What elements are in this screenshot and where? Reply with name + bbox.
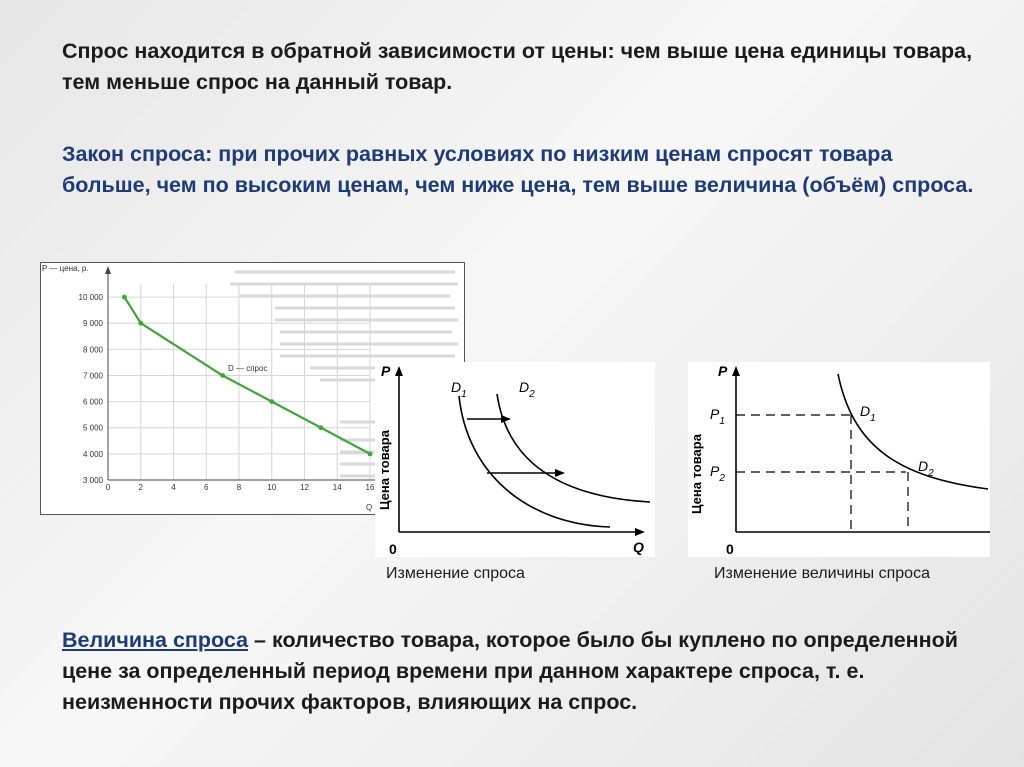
chart1-x-tick-label: 14 <box>332 483 342 492</box>
chart1-y-tick-label: 3 000 <box>82 476 103 485</box>
demand-law-paragraph: Закон спроса: при прочих равных условиях по низким ценам спросят товара больше, чем по высоким ценам, чем ниже цена, тем выше величина (объём) спроса. <box>62 142 974 197</box>
demand-shift-origin: 0 <box>389 541 397 557</box>
d2-label: $D_2$ <box>519 379 535 400</box>
chart1-y-tick-label: 9 000 <box>82 319 103 329</box>
quantity-change-origin: 0 <box>726 541 734 557</box>
quantity-change-diagram <box>688 362 990 557</box>
caption-demand-change: Изменение спроса <box>386 565 525 582</box>
chart1-data-point <box>269 399 274 404</box>
chart1-x-tick-label: 6 <box>204 483 209 492</box>
intro-paragraph: Спрос находится в обратной зависимости от цены: чем выше цена единицы товара, тем меньше спрос на данный товар. <box>62 39 973 94</box>
chart1-x-tick-label: 2 <box>138 483 143 492</box>
demand-shift-p-label: P <box>381 363 391 379</box>
definition-paragraph <box>62 625 982 718</box>
chart1-y-tick-label: 6 000 <box>82 397 103 407</box>
chart1-data-point <box>220 373 225 378</box>
quantity-change-price-title: Цена товара <box>689 434 704 514</box>
p2-label: $P_2$ <box>710 463 725 484</box>
chart1-series-label: D — спрос <box>228 364 268 373</box>
p1-label: $P_1$ <box>710 406 725 427</box>
d2-point-label: $D_2$ <box>918 458 934 479</box>
chart1-y-tick-label: 8 000 <box>82 345 103 355</box>
chart1-x-tick-label: 16 <box>365 483 375 492</box>
chart1-data-point <box>318 425 323 430</box>
chart1-y-tick-label: 5 000 <box>82 423 103 433</box>
chart1-y-tick-label: 7 000 <box>82 371 103 381</box>
demand-shift-panel <box>375 362 655 562</box>
definition-text: – количество товара, которое было бы куплено по определенной цене за определенный период времени при данном характере спроса, т. е. неизменности прочих факторов, влияющих на спрос. <box>62 628 958 714</box>
caption-quantity-change: Изменение величины спроса <box>714 565 930 582</box>
d1-label: $D_1$ <box>451 379 467 400</box>
chart1-y-tick-label: 10 000 <box>78 293 103 303</box>
chart1-data-point <box>368 451 373 456</box>
chart1-x-tick-label: 4 <box>171 483 176 492</box>
demand-shift-diagram <box>375 362 655 557</box>
quantity-change-panel <box>688 362 990 562</box>
chart1-y-axis-label: P — цена, р. <box>42 264 89 273</box>
chart1-data-point <box>122 295 127 300</box>
chart1-x-tick-label: 12 <box>300 483 309 492</box>
chart1-y-tick-label: 4 000 <box>82 449 103 459</box>
chart1-data-point <box>138 321 143 326</box>
definition-term: Величина спроса <box>62 628 249 652</box>
demand-shift-price-title: Цена товара <box>377 430 392 510</box>
quantity-change-p-label: P <box>718 363 728 379</box>
chart1-x-tick-label: 8 <box>236 483 242 492</box>
chart1-x-tick-label: 10 <box>267 483 277 492</box>
demand-shift-q-label: Q <box>633 539 644 555</box>
d1-point-label: $D_1$ <box>860 403 876 424</box>
chart1-x-tick-label: 0 <box>105 483 111 492</box>
chart1-x-axis-label: Q <box>366 503 373 512</box>
